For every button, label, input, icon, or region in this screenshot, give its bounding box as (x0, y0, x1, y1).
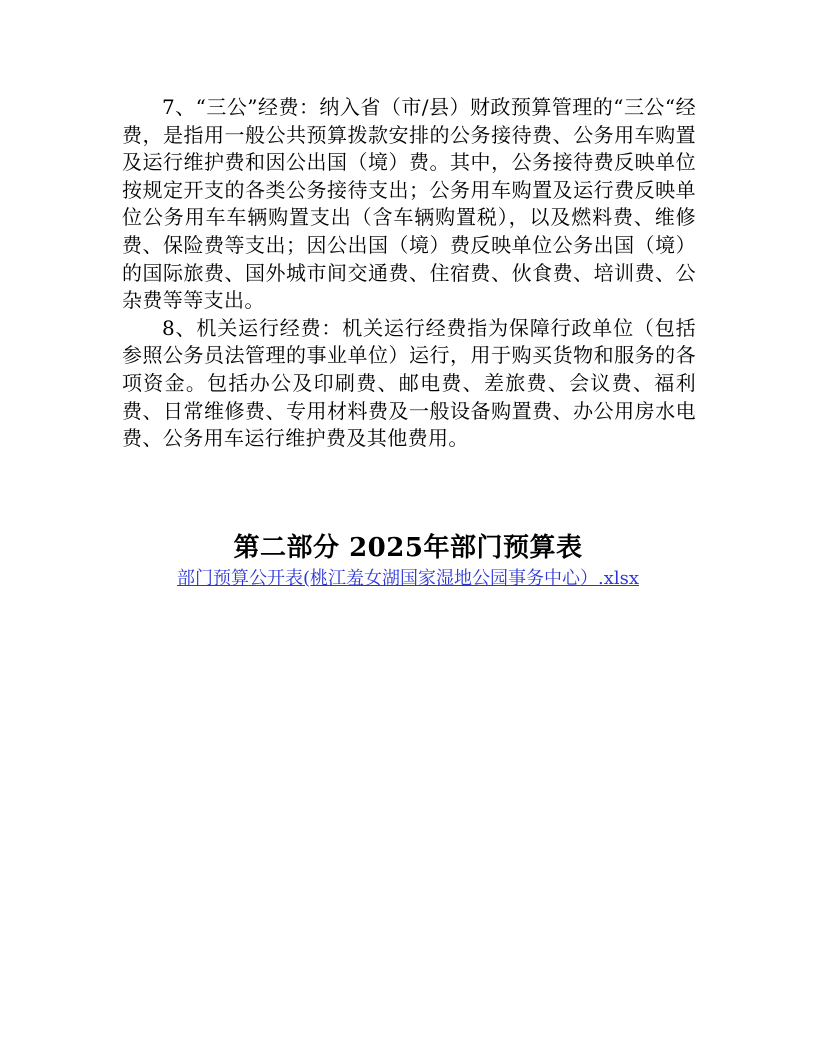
attachment-link-container (0, 566, 816, 592)
attachment-xlsx-link[interactable]: 部门预算公开表(桃江羞女湖国家湿地公园事务中心）.xlsx (176, 568, 640, 589)
document-body (122, 94, 696, 453)
paragraph-agency-operating-expenses: 8、机关运行经费：机关运行经费指为保障行政单位（包括参照公务员法管理的事业单位）运行，用于购买货物和服务的各项资金。包括办公及印刷费、邮电费、差旅费、会议费、福利费、日常维修费、专用材料费及一般设备购置费、办公用房水电费、公务用车运行维护费及其他费用。 (122, 315, 696, 451)
paragraph-san-gong-expenses: 7、“三公”经费：纳入省（市/县）财政预算管理的“三公“经费，是指用一般公共预算拨款安排的公务接待费、公务用车购置及运行维护费和因公出国（境）费。其中，公务接待费反映单位按规定开支的各类公务接待支出；公务用车购置及运行费反映单位公务用车车辆购置支出（含车辆购置税），以及燃料费、维修费、保险费等支出；因公出国（境）费反映单位公务出国（境）的国际旅费、国外城市间交通费、住宿费、伙食费、培训费、公杂费等等支出。 (122, 95, 696, 313)
section-title: 第二部分 2025年部门预算表 (233, 533, 583, 563)
